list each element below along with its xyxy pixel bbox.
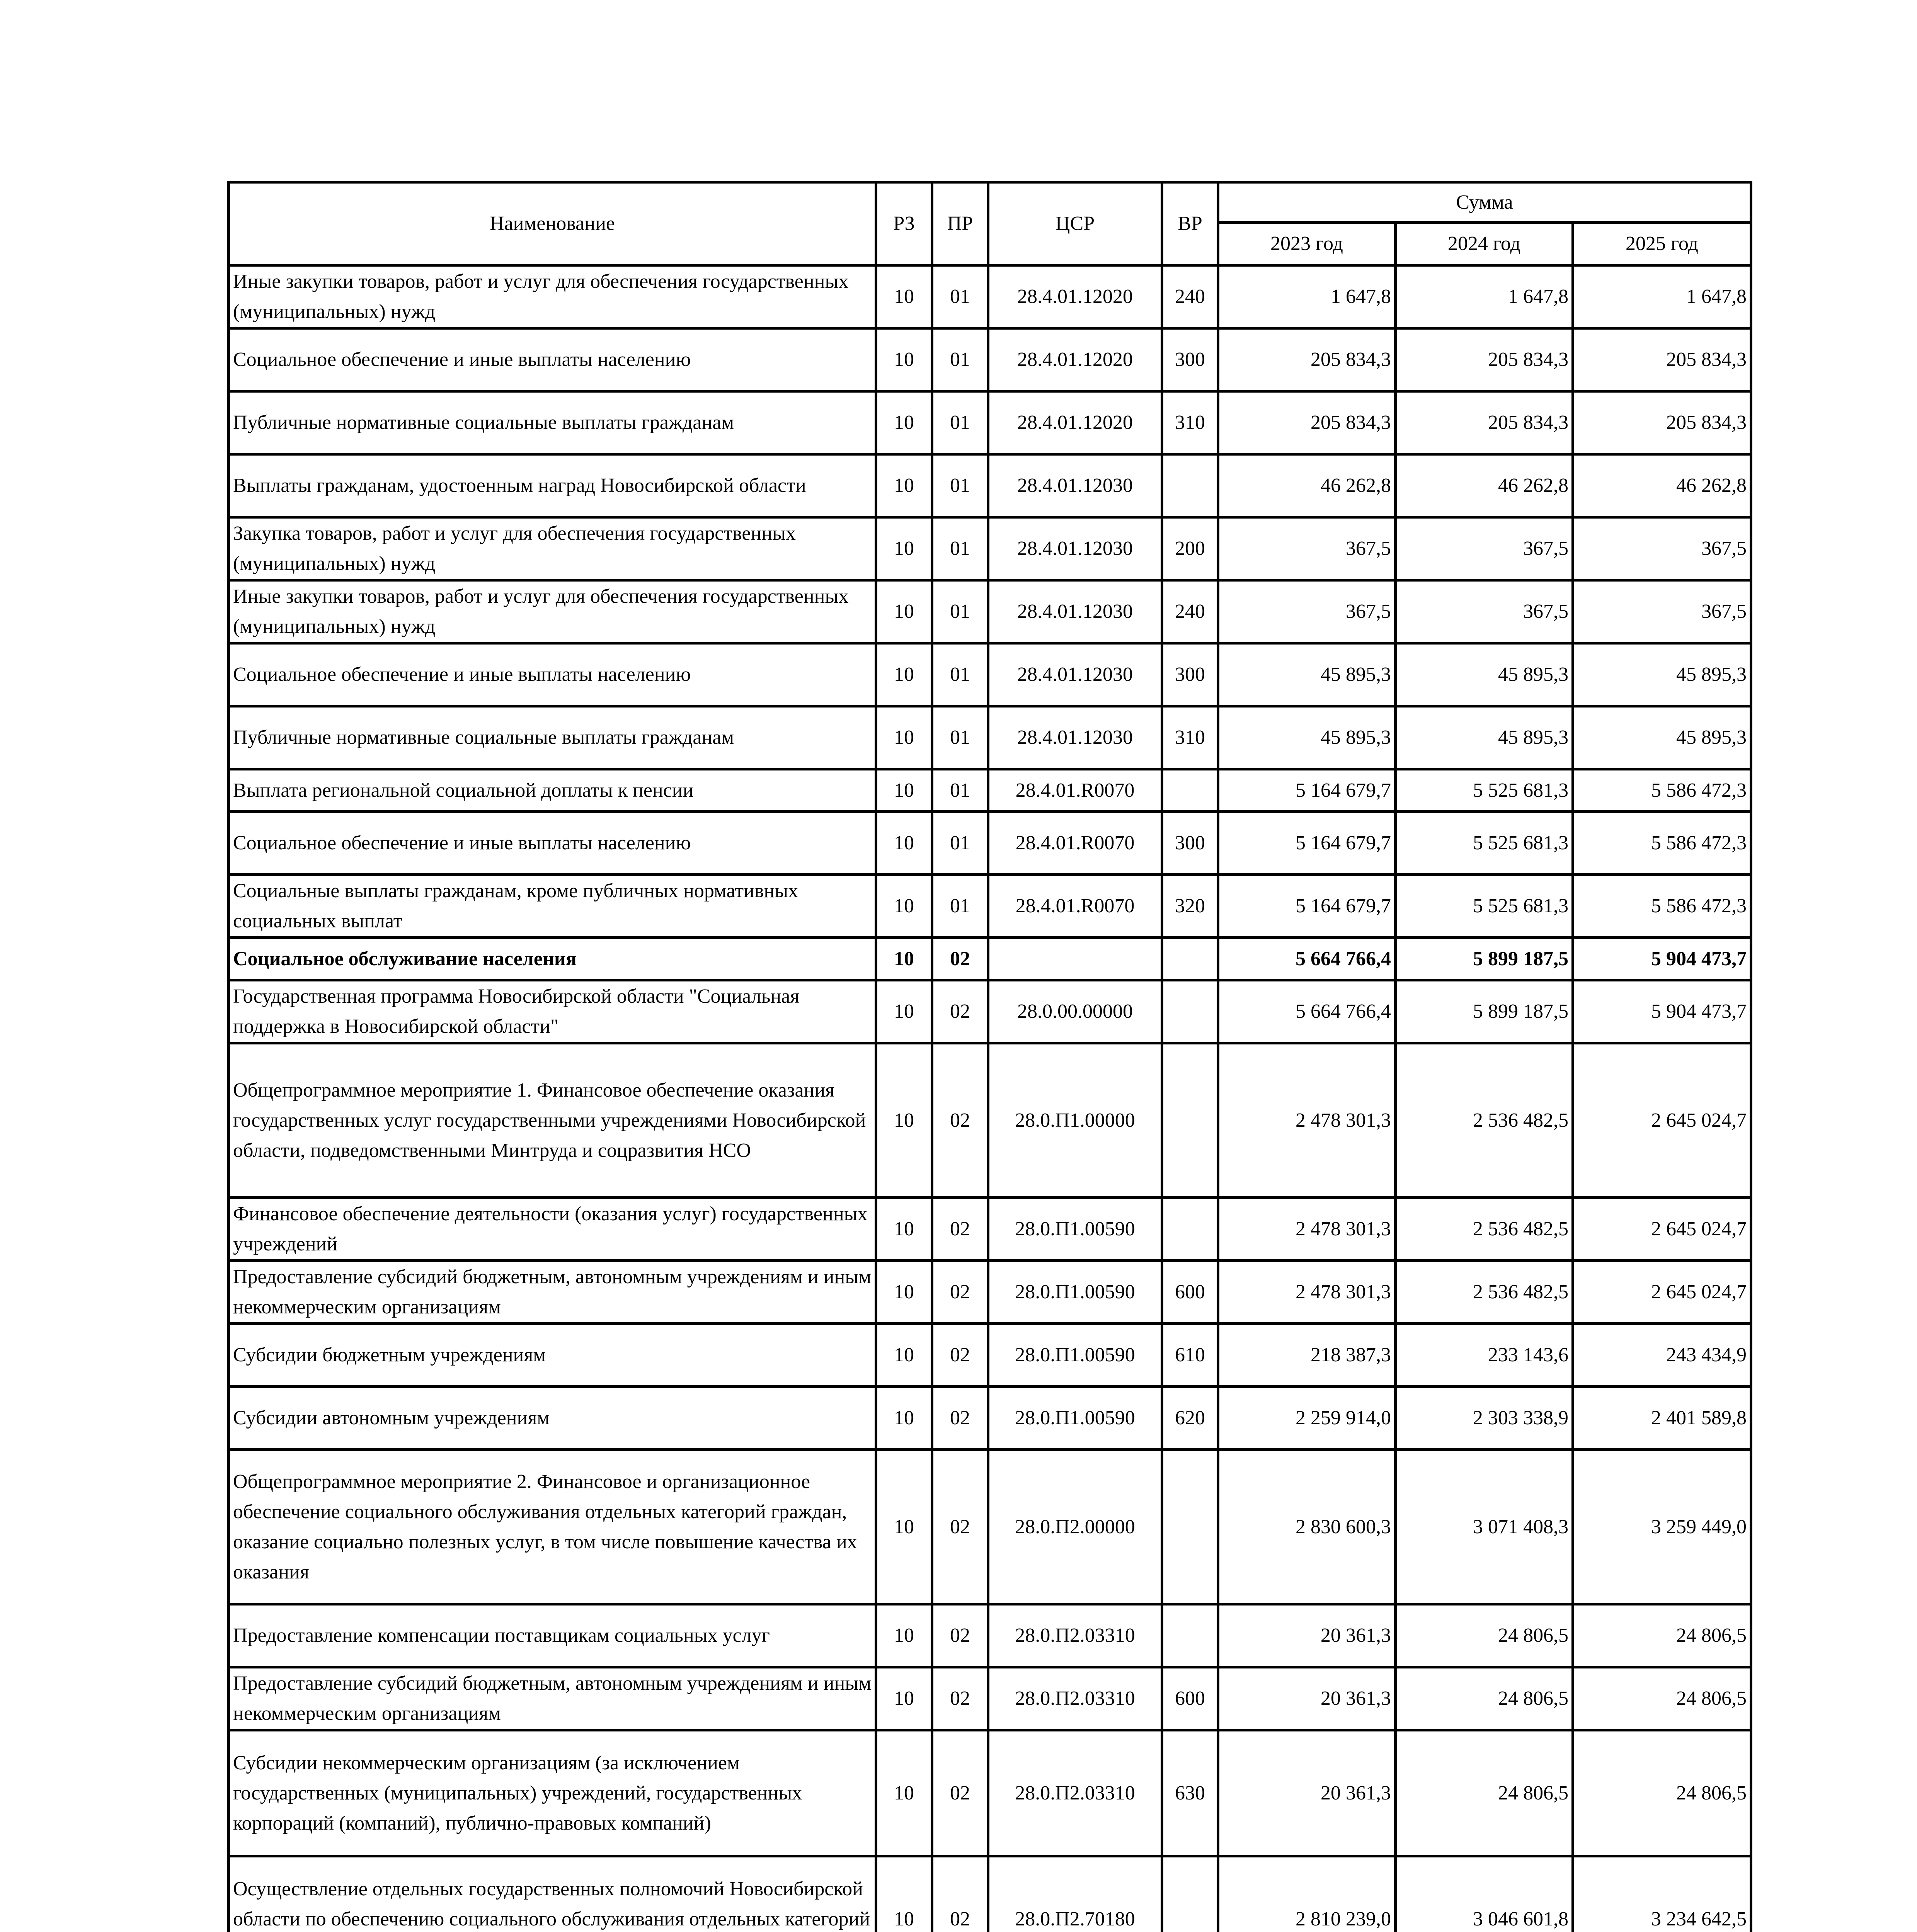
cell-pr: 01 (932, 812, 988, 875)
cell-name: Общепрограммное мероприятие 2. Финансовое и организационное обеспечение социального обслуживания отдельных категорий граждан, оказание социально полезных услуг, в том числе повышение качества их оказания (229, 1450, 876, 1604)
cell-2023: 45 895,3 (1218, 706, 1396, 769)
cell-rz: 10 (876, 643, 932, 706)
table-row (229, 454, 1751, 517)
cell-2023: 20 361,3 (1218, 1730, 1396, 1856)
cell-csr: 28.4.01.12020 (988, 265, 1162, 328)
cell-vr (1162, 1604, 1218, 1667)
cell-2024: 3 071 408,3 (1396, 1450, 1573, 1604)
cell-csr: 28.4.01.12020 (988, 328, 1162, 391)
cell-2024: 205 834,3 (1396, 328, 1573, 391)
header-2024: 2024 год (1396, 223, 1573, 265)
cell-2023: 205 834,3 (1218, 391, 1396, 454)
cell-2025: 5 904 473,7 (1573, 938, 1751, 980)
header-vr: ВР (1162, 182, 1218, 265)
table-row (229, 643, 1751, 706)
cell-2023: 2 478 301,3 (1218, 1043, 1396, 1198)
cell-2023: 367,5 (1218, 580, 1396, 643)
cell-name: Общепрограммное мероприятие 1. Финансовое обеспечение оказания государственных услуг государственными учреждениями Новосибирской области, подведомственными Минтруда и соцразвития НСО (229, 1043, 876, 1198)
cell-2025: 45 895,3 (1573, 643, 1751, 706)
table-row (229, 517, 1751, 580)
cell-2025: 24 806,5 (1573, 1730, 1751, 1856)
cell-rz: 10 (876, 391, 932, 454)
cell-2024: 2 536 482,5 (1396, 1261, 1573, 1324)
cell-2025: 1 647,8 (1573, 265, 1751, 328)
cell-vr: 300 (1162, 812, 1218, 875)
table-row (229, 875, 1751, 938)
cell-name: Публичные нормативные социальные выплаты гражданам (229, 706, 876, 769)
cell-pr: 02 (932, 1324, 988, 1387)
cell-vr: 240 (1162, 265, 1218, 328)
cell-2023: 218 387,3 (1218, 1324, 1396, 1387)
cell-vr (1162, 1856, 1218, 1932)
cell-rz: 10 (876, 1198, 932, 1261)
cell-2024: 45 895,3 (1396, 706, 1573, 769)
cell-csr: 28.0.П1.00590 (988, 1198, 1162, 1261)
cell-csr: 28.4.01.R0070 (988, 875, 1162, 938)
cell-pr: 02 (932, 1856, 988, 1932)
cell-name: Субсидии некоммерческим организациям (за исключением государственных (муниципальных) учреждений, государственных корпораций (компаний), публично-правовых компаний) (229, 1730, 876, 1856)
cell-csr: 28.4.01.12020 (988, 391, 1162, 454)
cell-2024: 24 806,5 (1396, 1730, 1573, 1856)
cell-vr: 300 (1162, 643, 1218, 706)
cell-pr: 01 (932, 391, 988, 454)
header-name: Наименование (229, 182, 876, 265)
cell-pr: 01 (932, 643, 988, 706)
cell-rz: 10 (876, 980, 932, 1043)
table-row (229, 391, 1751, 454)
cell-2023: 1 647,8 (1218, 265, 1396, 328)
cell-name: Социальное обслуживание населения (229, 938, 876, 980)
cell-name: Осуществление отдельных государственных полномочий Новосибирской области по обеспечению социального обслуживания отдельных категорий (229, 1856, 876, 1932)
cell-pr: 02 (932, 1043, 988, 1198)
cell-2024: 5 525 681,3 (1396, 812, 1573, 875)
cell-rz: 10 (876, 706, 932, 769)
cell-csr: 28.4.01.R0070 (988, 812, 1162, 875)
cell-name: Предоставление субсидий бюджетным, автономным учреждениям и иным некоммерческим организациям (229, 1667, 876, 1730)
cell-name: Иные закупки товаров, работ и услуг для обеспечения государственных (муниципальных) нужд (229, 580, 876, 643)
cell-2023: 205 834,3 (1218, 328, 1396, 391)
header-csr: ЦСР (988, 182, 1162, 265)
cell-2024: 24 806,5 (1396, 1604, 1573, 1667)
table-row (229, 938, 1751, 980)
cell-2024: 2 536 482,5 (1396, 1043, 1573, 1198)
table-row (229, 1667, 1751, 1730)
table-row (229, 812, 1751, 875)
cell-name: Иные закупки товаров, работ и услуг для обеспечения государственных (муниципальных) нужд (229, 265, 876, 328)
cell-pr: 02 (932, 1261, 988, 1324)
cell-pr: 02 (932, 1667, 988, 1730)
cell-2025: 5 586 472,3 (1573, 812, 1751, 875)
cell-2025: 5 586 472,3 (1573, 875, 1751, 938)
cell-2024: 2 303 338,9 (1396, 1387, 1573, 1450)
cell-2024: 45 895,3 (1396, 643, 1573, 706)
cell-2025: 367,5 (1573, 517, 1751, 580)
cell-2024: 5 899 187,5 (1396, 938, 1573, 980)
cell-2023: 20 361,3 (1218, 1604, 1396, 1667)
cell-name: Субсидии бюджетным учреждениям (229, 1324, 876, 1387)
table-row (229, 1261, 1751, 1324)
cell-name: Предоставление компенсации поставщикам социальных услуг (229, 1604, 876, 1667)
cell-2024: 233 143,6 (1396, 1324, 1573, 1387)
cell-2023: 367,5 (1218, 517, 1396, 580)
cell-csr: 28.0.П1.00590 (988, 1387, 1162, 1450)
cell-2025: 2 401 589,8 (1573, 1387, 1751, 1450)
cell-2024: 5 525 681,3 (1396, 875, 1573, 938)
cell-rz: 10 (876, 265, 932, 328)
cell-csr: 28.4.01.R0070 (988, 769, 1162, 812)
cell-csr: 28.0.П2.70180 (988, 1856, 1162, 1932)
cell-2023: 2 259 914,0 (1218, 1387, 1396, 1450)
cell-rz: 10 (876, 517, 932, 580)
header-pr: ПР (932, 182, 988, 265)
cell-2024: 367,5 (1396, 517, 1573, 580)
cell-pr: 01 (932, 706, 988, 769)
cell-csr: 28.0.П1.00590 (988, 1324, 1162, 1387)
cell-2025: 2 645 024,7 (1573, 1261, 1751, 1324)
cell-csr: 28.4.01.12030 (988, 643, 1162, 706)
cell-csr: 28.0.П1.00590 (988, 1261, 1162, 1324)
table-body (229, 265, 1751, 1932)
cell-pr: 01 (932, 517, 988, 580)
cell-pr: 02 (932, 938, 988, 980)
cell-2023: 46 262,8 (1218, 454, 1396, 517)
table-row (229, 1730, 1751, 1856)
cell-name: Выплата региональной социальной доплаты к пенсии (229, 769, 876, 812)
cell-2024: 24 806,5 (1396, 1667, 1573, 1730)
cell-2025: 367,5 (1573, 580, 1751, 643)
cell-2023: 5 164 679,7 (1218, 812, 1396, 875)
cell-pr: 01 (932, 580, 988, 643)
cell-pr: 01 (932, 454, 988, 517)
cell-vr (1162, 454, 1218, 517)
cell-csr: 28.4.01.12030 (988, 706, 1162, 769)
cell-csr: 28.4.01.12030 (988, 580, 1162, 643)
cell-vr: 310 (1162, 391, 1218, 454)
header-sum: Сумма (1218, 182, 1751, 223)
cell-rz: 10 (876, 1667, 932, 1730)
cell-2023: 2 478 301,3 (1218, 1261, 1396, 1324)
cell-csr: 28.0.П2.00000 (988, 1450, 1162, 1604)
cell-name: Социальное обеспечение и иные выплаты населению (229, 812, 876, 875)
cell-vr: 240 (1162, 580, 1218, 643)
cell-2025: 3 234 642,5 (1573, 1856, 1751, 1932)
cell-name: Государственная программа Новосибирской области "Социальная поддержка в Новосибирской области" (229, 980, 876, 1043)
table-row (229, 1198, 1751, 1261)
cell-2025: 45 895,3 (1573, 706, 1751, 769)
cell-vr: 610 (1162, 1324, 1218, 1387)
table-row (229, 265, 1751, 328)
cell-csr: 28.0.00.00000 (988, 980, 1162, 1043)
table-row (229, 769, 1751, 812)
cell-vr (1162, 980, 1218, 1043)
cell-2024: 367,5 (1396, 580, 1573, 643)
cell-csr: 28.0.П2.03310 (988, 1604, 1162, 1667)
cell-name: Субсидии автономным учреждениям (229, 1387, 876, 1450)
cell-rz: 10 (876, 1261, 932, 1324)
cell-2025: 5 904 473,7 (1573, 980, 1751, 1043)
cell-2023: 5 164 679,7 (1218, 875, 1396, 938)
cell-pr: 01 (932, 265, 988, 328)
table-row (229, 580, 1751, 643)
cell-pr: 01 (932, 328, 988, 391)
table-row (229, 328, 1751, 391)
header-rz: РЗ (876, 182, 932, 265)
cell-2025: 5 586 472,3 (1573, 769, 1751, 812)
cell-vr: 310 (1162, 706, 1218, 769)
table-header (229, 182, 1751, 265)
cell-csr (988, 938, 1162, 980)
cell-csr: 28.0.П2.03310 (988, 1667, 1162, 1730)
table-row (229, 1856, 1751, 1932)
cell-2024: 5 525 681,3 (1396, 769, 1573, 812)
cell-vr (1162, 1198, 1218, 1261)
cell-name: Выплаты гражданам, удостоенным наград Новосибирской области (229, 454, 876, 517)
cell-csr: 28.4.01.12030 (988, 454, 1162, 517)
table-row (229, 1324, 1751, 1387)
cell-vr: 600 (1162, 1261, 1218, 1324)
cell-pr: 02 (932, 1604, 988, 1667)
cell-name: Социальные выплаты гражданам, кроме публичных нормативных социальных выплат (229, 875, 876, 938)
cell-2025: 3 259 449,0 (1573, 1450, 1751, 1604)
cell-pr: 01 (932, 875, 988, 938)
table-row (229, 1387, 1751, 1450)
cell-2023: 2 830 600,3 (1218, 1450, 1396, 1604)
cell-rz: 10 (876, 1387, 932, 1450)
cell-vr (1162, 1043, 1218, 1198)
cell-csr: 28.4.01.12030 (988, 517, 1162, 580)
cell-2025: 243 434,9 (1573, 1324, 1751, 1387)
cell-rz: 10 (876, 454, 932, 517)
header-2023: 2023 год (1218, 223, 1396, 265)
cell-name: Финансовое обеспечение деятельности (оказания услуг) государственных учреждений (229, 1198, 876, 1261)
cell-2023: 45 895,3 (1218, 643, 1396, 706)
cell-2025: 24 806,5 (1573, 1667, 1751, 1730)
cell-vr: 620 (1162, 1387, 1218, 1450)
header-2025: 2025 год (1573, 223, 1751, 265)
cell-rz: 10 (876, 580, 932, 643)
cell-2025: 205 834,3 (1573, 391, 1751, 454)
cell-rz: 10 (876, 812, 932, 875)
cell-rz: 10 (876, 328, 932, 391)
cell-2023: 20 361,3 (1218, 1667, 1396, 1730)
cell-csr: 28.0.П1.00000 (988, 1043, 1162, 1198)
cell-rz: 10 (876, 1856, 932, 1932)
cell-2025: 24 806,5 (1573, 1604, 1751, 1667)
cell-2024: 46 262,8 (1396, 454, 1573, 517)
cell-2025: 2 645 024,7 (1573, 1043, 1751, 1198)
table-row (229, 1450, 1751, 1604)
cell-2024: 3 046 601,8 (1396, 1856, 1573, 1932)
table-row (229, 706, 1751, 769)
cell-2024: 205 834,3 (1396, 391, 1573, 454)
cell-rz: 10 (876, 1730, 932, 1856)
cell-vr: 320 (1162, 875, 1218, 938)
cell-name: Социальное обеспечение и иные выплаты населению (229, 643, 876, 706)
cell-pr: 02 (932, 980, 988, 1043)
cell-name: Предоставление субсидий бюджетным, автономным учреждениям и иным некоммерческим организациям (229, 1261, 876, 1324)
cell-vr (1162, 769, 1218, 812)
cell-pr: 02 (932, 1387, 988, 1450)
cell-rz: 10 (876, 1450, 932, 1604)
cell-2024: 5 899 187,5 (1396, 980, 1573, 1043)
cell-2025: 46 262,8 (1573, 454, 1751, 517)
cell-name: Социальное обеспечение и иные выплаты населению (229, 328, 876, 391)
cell-rz: 10 (876, 769, 932, 812)
cell-rz: 10 (876, 938, 932, 980)
table-row (229, 1043, 1751, 1198)
budget-table (227, 181, 1752, 1932)
cell-rz: 10 (876, 1043, 932, 1198)
cell-2023: 2 810 239,0 (1218, 1856, 1396, 1932)
cell-pr: 01 (932, 769, 988, 812)
cell-2025: 205 834,3 (1573, 328, 1751, 391)
cell-2024: 2 536 482,5 (1396, 1198, 1573, 1261)
cell-csr: 28.0.П2.03310 (988, 1730, 1162, 1856)
cell-rz: 10 (876, 1324, 932, 1387)
cell-vr: 200 (1162, 517, 1218, 580)
cell-2023: 5 664 766,4 (1218, 980, 1396, 1043)
cell-pr: 02 (932, 1730, 988, 1856)
cell-vr: 630 (1162, 1730, 1218, 1856)
cell-2025: 2 645 024,7 (1573, 1198, 1751, 1261)
cell-2023: 5 664 766,4 (1218, 938, 1396, 980)
cell-pr: 02 (932, 1198, 988, 1261)
cell-vr: 300 (1162, 328, 1218, 391)
table-row (229, 1604, 1751, 1667)
cell-rz: 10 (876, 1604, 932, 1667)
cell-pr: 02 (932, 1450, 988, 1604)
cell-2023: 5 164 679,7 (1218, 769, 1396, 812)
cell-rz: 10 (876, 875, 932, 938)
cell-vr (1162, 1450, 1218, 1604)
cell-vr (1162, 938, 1218, 980)
table-row (229, 980, 1751, 1043)
cell-2024: 1 647,8 (1396, 265, 1573, 328)
cell-name: Закупка товаров, работ и услуг для обеспечения государственных (муниципальных) нужд (229, 517, 876, 580)
cell-2023: 2 478 301,3 (1218, 1198, 1396, 1261)
cell-vr: 600 (1162, 1667, 1218, 1730)
cell-name: Публичные нормативные социальные выплаты гражданам (229, 391, 876, 454)
